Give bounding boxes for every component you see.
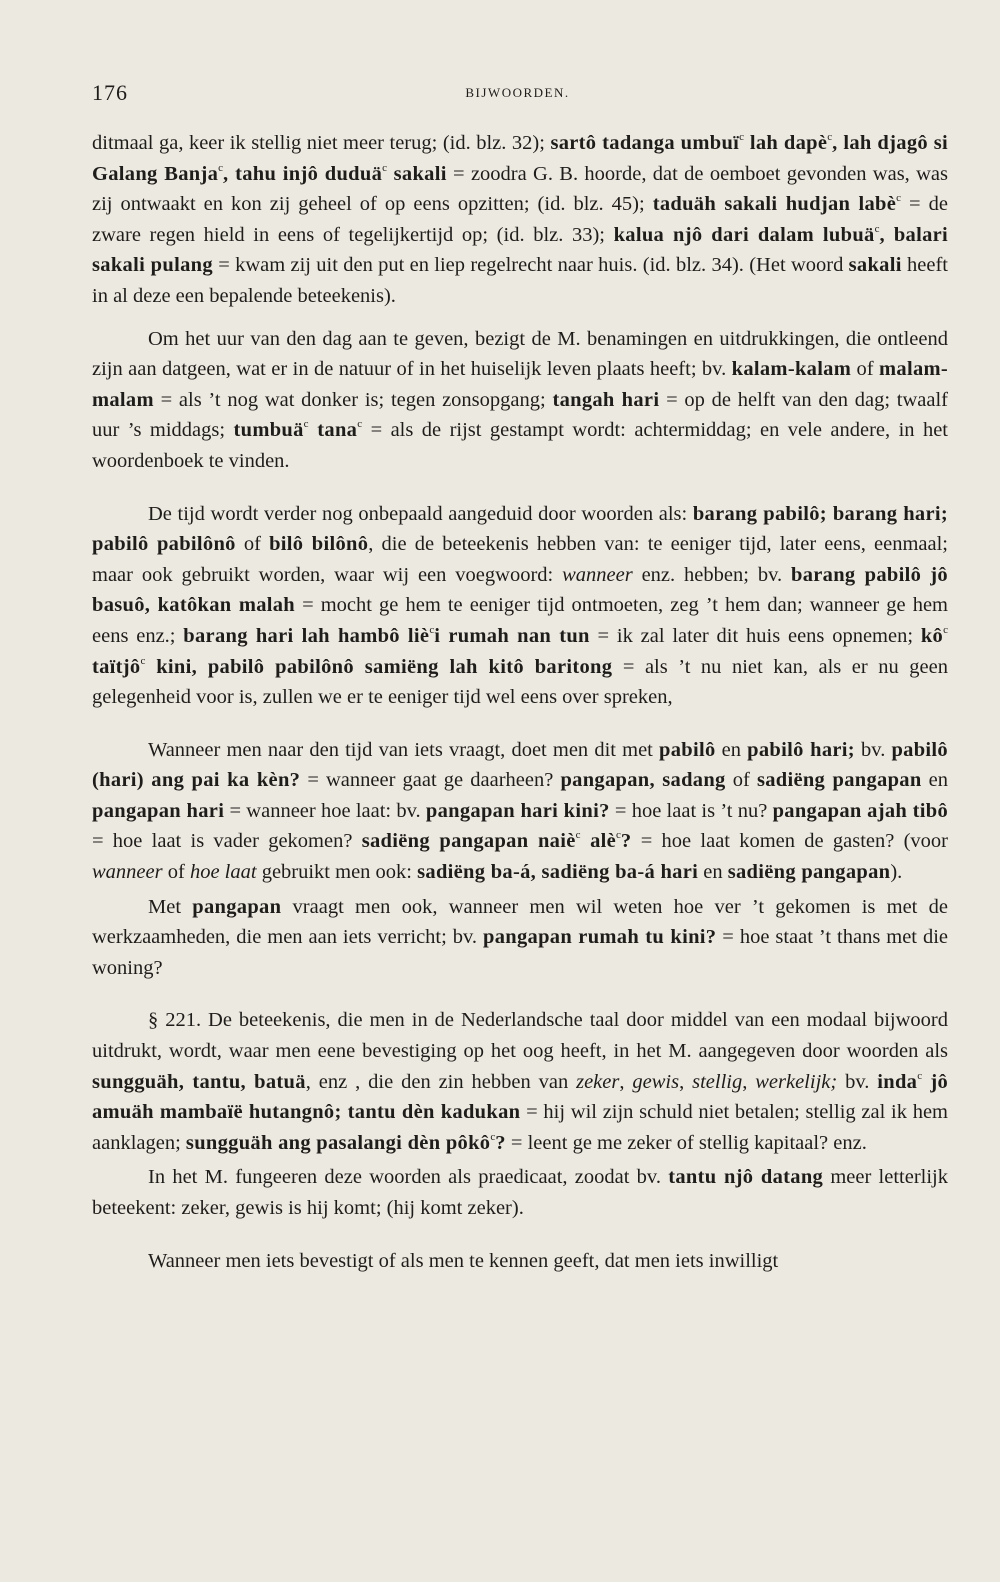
malay-term: , lah djagô si Galang Banja (92, 132, 948, 185)
text-run: gebruikt men ook: (256, 861, 418, 884)
text-run: enz. hebben; bv. (632, 563, 791, 586)
text-run: = op de helft van den dag; twaalf uur ’s middags; (92, 388, 948, 442)
text-run: bv. (837, 1070, 878, 1093)
malay-term: sadiëng pangapan (727, 861, 891, 884)
malay-term: tumbuä (233, 419, 304, 442)
malay-term: pangapan hari kini? (425, 799, 610, 822)
running-head: BIJWOORDEN. (465, 85, 570, 100)
text-run: § 221. De beteekenis, die men in de Nederlandsche taal door middel van een modaal bijwoord uitdrukt, wordt, waar men eene bevestiging op het oog heeft, in het M. aangegeven door woorden als (92, 1009, 948, 1063)
text-run: Met (148, 895, 193, 918)
text-run: bv. (854, 738, 892, 761)
text-run: = ik zal later dit huis eens opnemen; (589, 624, 921, 647)
paragraph (92, 1005, 948, 1158)
text-run: ditmaal ga, keer ik stellig niet meer terug; (id. blz. 32); (92, 132, 551, 154)
malay-term: barang pabilô jô basuô, katôkan malah (92, 563, 948, 617)
malay-term: sungguäh ang pasalangi dèn pôkô (185, 1131, 491, 1154)
text-run: = leent ge me zeker of stellig kapitaal? enz. (505, 1131, 867, 1154)
text-run: of (725, 769, 757, 792)
malay-term: kô (920, 624, 944, 647)
malay-term: ? (620, 830, 632, 853)
italic-term: stellig (692, 1070, 743, 1093)
text-run: vraagt men ook, wanneer men wil weten hoe ver ’t gekomen is met de werkzaamheden, die men aan iets verricht; bv. (92, 895, 948, 949)
text-run: of (235, 533, 270, 556)
text-run: = als de rijst gestampt wordt: achtermiddag; en vele andere, in het woordenboek te vinden. (92, 419, 949, 472)
text-run: , enz , die den zin hebben van (305, 1070, 577, 1093)
malay-term: jô amuäh mambaïë hutangnô; tantu dèn kadukan (92, 1070, 948, 1124)
paragraph (92, 735, 948, 888)
malay-term: taïtjô (92, 655, 141, 678)
malay-term: sadiëng pangapan (756, 769, 922, 792)
text-run: = wanneer gaat ge daarheen? (300, 769, 561, 792)
malay-term: barang hari lah hambô liè (183, 624, 430, 647)
italic-term: wanneer (562, 563, 633, 586)
superscript-mark: c (357, 418, 363, 431)
text-run: = hij wil zijn schuld niet betalen; stellig zal ik hem aanklagen; (92, 1101, 948, 1154)
italic-term: gewis (632, 1070, 680, 1093)
malay-term: sartô tadanga umbuï (550, 132, 740, 154)
malay-term: pabilô (659, 738, 716, 761)
malay-term: inda (877, 1070, 918, 1093)
malay-term: pangapan ajah tibô (772, 799, 949, 822)
text-run: , die de beteekenis hebben van: te eeniger tijd, later eens, eenmaal; maar ook gebruikt worden, waar wij een voegwoord: (92, 533, 948, 586)
superscript-mark: c (917, 1069, 923, 1082)
paragraph (92, 1246, 948, 1277)
malay-term: , tahu injô duduä (223, 162, 383, 185)
malay-term: taduäh sakali hudjan labè (652, 193, 897, 216)
malay-term: tana (308, 419, 358, 442)
page-number: 176 (92, 80, 128, 105)
malay-term: tangah hari (552, 388, 660, 411)
malay-term: sadiëng pangapan naiè (361, 830, 576, 853)
malay-term: malam-malam (92, 358, 949, 411)
superscript-mark: c (616, 829, 621, 842)
body-text (92, 128, 948, 1276)
malay-term: i rumah nan tun (434, 624, 590, 647)
malay-term: kalua njô dari dalam lubuä (613, 223, 875, 246)
text-run: of (851, 358, 880, 381)
italic-term: hoe laat (189, 861, 257, 884)
italic-term: werkelijk; (755, 1070, 838, 1093)
paragraph (92, 499, 948, 713)
text-run: en (715, 738, 748, 761)
text-run: meer letterlijk beteekent: zeker, gewis is hij komt; (hij komt zeker). (92, 1166, 948, 1219)
text-run: = de zware regen hield in eens of tegelijkertijd op; (id. blz. 33); (92, 193, 948, 246)
superscript-mark: c (382, 161, 388, 174)
text-run: , (742, 1070, 756, 1093)
superscript-mark: c (140, 654, 146, 667)
text-run: en (698, 861, 728, 884)
malay-term: kini, pabilô pabilônô samiëng lah kitô baritong (145, 655, 613, 678)
malay-term: lah dapè (744, 132, 828, 154)
text-run: = wanneer hoe laat: bv. (224, 799, 426, 822)
text-run: ). (890, 861, 903, 884)
text-run: heeft in al deze een bepalende beteekenis). (92, 254, 948, 307)
text-run: , (679, 1070, 693, 1093)
text-run: , (619, 1070, 633, 1093)
text-run: = hoe laat komen de gasten? (voor (631, 830, 948, 853)
malay-term: sadiëng ba-á, sadiëng ba-á hari (417, 861, 699, 884)
italic-term: wanneer (92, 861, 163, 884)
malay-term: pangapan hari (92, 799, 225, 822)
malay-term: alè (580, 830, 617, 853)
superscript-mark: c (303, 418, 309, 431)
superscript-mark: c (827, 131, 833, 143)
paragraph (92, 128, 948, 312)
superscript-mark: c (739, 131, 745, 143)
malay-term: bilô bilônô (269, 533, 369, 556)
text-run: Om het uur van den dag aan te geven, bezigt de M. benamingen en uitdrukkingen, die ontleend zijn aan datgeen, wat er in de natuur of in het huiselijk leven plaats heeft; bv. (92, 327, 948, 381)
malay-term: kalam-kalam (731, 358, 852, 381)
malay-term: tantu njô datang (668, 1166, 824, 1189)
text-run: en (921, 769, 948, 792)
malay-term: sakali (387, 162, 447, 185)
text-run: = als ’t nu niet kan, als er nu geen gelegenheid voor is, zullen we er te eeniger tijd wel eens over spreken, (92, 655, 948, 709)
text-run: = als ’t nog wat donker is; tegen zonsopgang; (153, 388, 553, 411)
text-run: = zoodra G. B. hoorde, dat de oemboet gevonden was, was zij ontwaakt en kon zij geheel of op eens opzitten; (id. blz. 45); (92, 162, 949, 216)
superscript-mark: c (874, 222, 880, 235)
superscript-mark: c (896, 192, 902, 205)
superscript-mark: c (575, 829, 581, 842)
text-run: De tijd wordt verder nog onbepaald aangeduid door woorden als: (148, 502, 693, 525)
text-run: Wanneer men naar den tijd van iets vraagt, doet men dit met (148, 738, 660, 761)
malay-term: pangapan, sadang (560, 769, 726, 792)
malay-term: ? (495, 1131, 506, 1154)
paragraph (92, 1162, 948, 1223)
text-run: = hoe laat is ’t nu? (609, 799, 773, 822)
superscript-mark: c (943, 623, 948, 636)
malay-term: , balari sakali pulang (92, 223, 949, 277)
page-header (92, 80, 943, 110)
superscript-mark: c (429, 623, 435, 636)
paragraph (92, 324, 948, 477)
italic-term: zeker (576, 1070, 620, 1093)
superscript-mark: c (490, 1130, 496, 1143)
malay-term: pabilô hari; (747, 738, 855, 761)
text-run: = kwam zij uit den put en liep regelrecht naar huis. (id. blz. 34). (Het woord (212, 254, 849, 277)
superscript-mark: c (218, 161, 224, 174)
malay-term: pangapan rumah tu kini? (483, 926, 717, 949)
malay-term: sakali (848, 254, 902, 277)
paragraph (92, 892, 948, 984)
text-run: = hoe staat ’t thans met die woning? (92, 926, 949, 979)
text-run: = mocht ge hem te eeniger tijd ontmoeten, zeg ’t hem dan; wanneer ge hem eens enz.; (92, 594, 948, 647)
text-run: In het M. fungeeren deze woorden als praedicaat, zoodat bv. (148, 1166, 669, 1189)
text-run: = hoe laat is vader gekomen? (92, 830, 362, 853)
malay-term: barang pabilô; barang hari; pabilô pabilônô (92, 502, 948, 556)
text-run: Wanneer men iets bevestigt of als men te kennen geeft, dat men iets inwilligt (148, 1249, 779, 1272)
malay-term: sungguäh, tantu, batuä (92, 1070, 306, 1093)
malay-term: pabilô (hari) ang pai ka kèn? (92, 738, 948, 792)
malay-term: pangapan (192, 895, 282, 918)
text-run: of (162, 861, 190, 884)
